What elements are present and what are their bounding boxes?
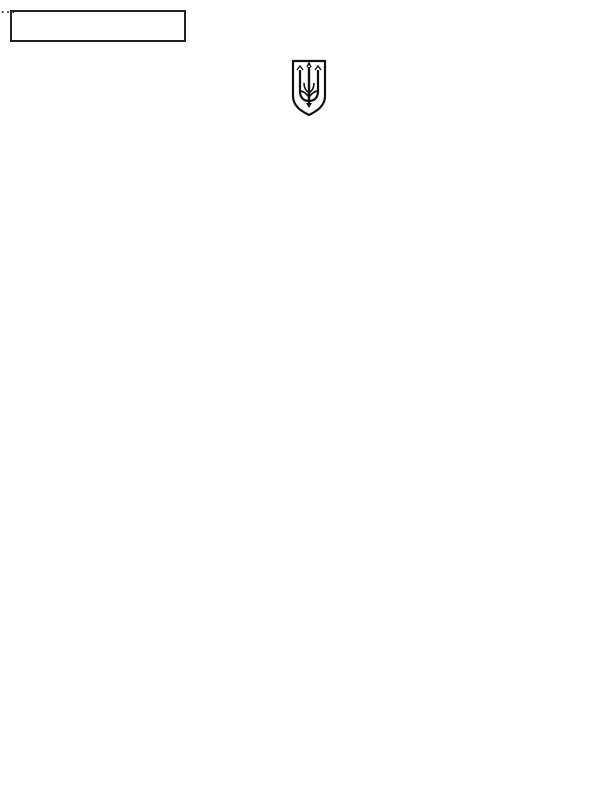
automated-system-stamp (10, 10, 186, 42)
coat-of-arms-icon (289, 58, 329, 116)
